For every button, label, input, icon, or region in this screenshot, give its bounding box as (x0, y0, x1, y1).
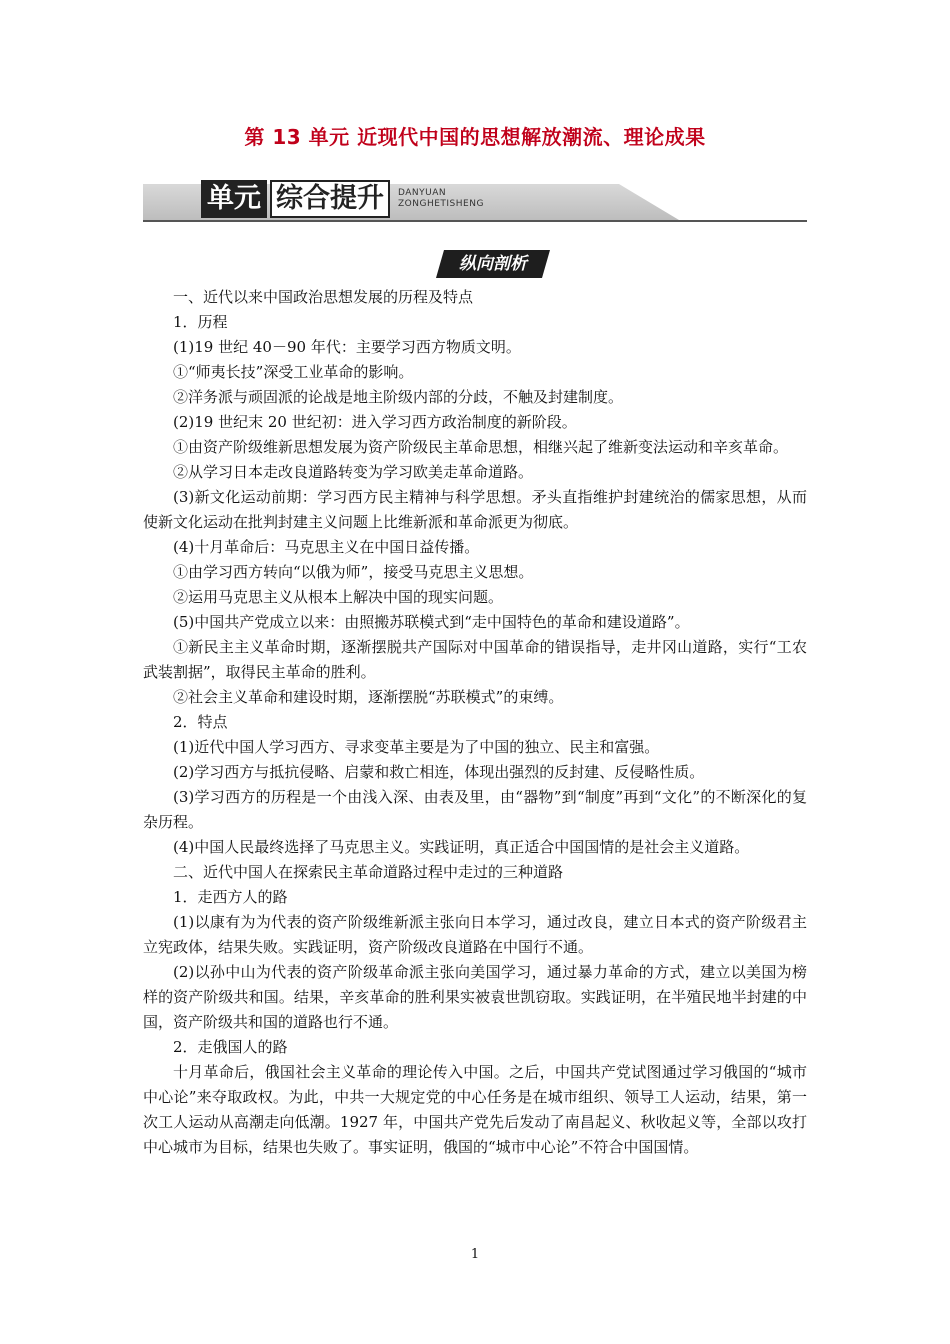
paragraph: (2)19 世纪末 20 世纪初：进入学习西方政治制度的新阶段。 (173, 413, 577, 431)
paragraph: ①由学习西方转向“以俄为师”，接受马克思主义思想。 (173, 563, 534, 581)
paragraph: (5)中国共产党成立以来：由照搬苏联模式到“走中国特色的革命和建设道路”。 (173, 613, 690, 631)
paragraph: (2)学习西方与抵抗侵略、启蒙和救亡相连，体现出强烈的反封建、反侵略性质。 (173, 763, 705, 781)
banner-part1: 单元 (201, 180, 267, 218)
paragraph: ②洋务派与顽固派的论战是地主阶级内部的分歧，不触及封建制度。 (173, 388, 624, 406)
paragraph: (4)十月革命后：马克思主义在中国日益传播。 (173, 538, 480, 556)
paragraph: (4)中国人民最终选择了马克思主义。实践证明，真正适合中国国情的是社会主义道路。 (173, 838, 750, 856)
paragraph: (3)新文化运动前期：学习西方民主精神与科学思想。矛头直指维护封建统治的儒家思想，从而使新文化运动在批判封建主义问题上比维新派和革命派更为彻底。 (143, 488, 807, 531)
paragraph: (1)以康有为为代表的资产阶级维新派主张向日本学习，通过改良，建立日本式的资产阶级君主立宪政体，结果失败。实践证明，资产阶级改良道路在中国行不通。 (143, 913, 807, 956)
unit-summary-banner (143, 178, 807, 223)
banner-pinyin (398, 188, 484, 210)
body-text (143, 285, 807, 1160)
paragraph: 1．历程 (173, 313, 228, 331)
paragraph: (2)以孙中山为代表的资产阶级革命派主张向美国学习，通过暴力革命的方式，建立以美国为榜样的资产阶级共和国。结果，辛亥革命的胜利果实被袁世凯窃取。实践证明，在半殖民地半封建的中国，资产阶级共和国的道路也行不通。 (143, 963, 807, 1031)
paragraph: ②社会主义革命和建设时期，逐渐摆脱“苏联模式”的束缚。 (173, 688, 564, 706)
paragraph: (3)学习西方的历程是一个由浅入深、由表及里，由“器物”到“制度”再到“文化”的不断深化的复杂历程。 (143, 788, 807, 831)
paragraph: ①新民主主义革命时期，逐渐摆脱共产国际对中国革命的错误指导，走井冈山道路，实行“工农武装割据”，取得民主革命的胜利。 (143, 638, 807, 681)
paragraph: 2．走俄国人的路 (173, 1038, 288, 1056)
page-number: 1 (470, 1247, 480, 1262)
banner-baseline (143, 220, 807, 222)
paragraph: 十月革命后，俄国社会主义革命的理论传入中国。之后，中国共产党试图通过学习俄国的“城市中心论”来夺取政权。为此，中共一大规定党的中心任务是在城市组织、领导工人运动，结果，第一次工人运动从高潮走向低潮。1927 年，中国共产党先后发动了南昌起义、秋收起义等，全部以攻打中心城市为目标，结果也失败了。事实证明，俄国的“城市中心论”不符合中国国情。 (143, 1063, 807, 1156)
banner-label (201, 178, 484, 220)
document-title: 第 13 单元 近现代中国的思想解放潮流、理论成果 (244, 125, 706, 149)
section-label-text: 纵向剖析 (459, 254, 527, 274)
paragraph: (1)近代中国人学习西方、寻求变革主要是为了中国的独立、民主和富强。 (173, 738, 660, 756)
paragraph: ②运用马克思主义从根本上解决中国的现实问题。 (173, 588, 504, 606)
paragraph: 二、近代中国人在探索民主革命道路过程中走过的三种道路 (173, 863, 564, 881)
banner-part2: 综合提升 (270, 180, 390, 218)
banner-pinyin-line1: DANYUAN (398, 188, 447, 198)
section-label (436, 250, 550, 278)
paragraph: ②从学习日本走改良道路转变为学习欧美走革命道路。 (173, 463, 534, 481)
paragraph: 2．特点 (173, 713, 228, 731)
paragraph: (1)19 世纪 40－90 年代：主要学习西方物质文明。 (173, 338, 521, 356)
paragraph: 一、近代以来中国政治思想发展的历程及特点 (173, 288, 474, 306)
paragraph: ①由资产阶级维新思想发展为资产阶级民主革命思想，相继兴起了维新变法运动和辛亥革命。 (173, 438, 789, 456)
paragraph: 1．走西方人的路 (173, 888, 288, 906)
banner-pinyin-line2: ZONGHETISHENG (398, 199, 484, 209)
paragraph: ①“师夷长技”深受工业革命的影响。 (173, 363, 414, 381)
